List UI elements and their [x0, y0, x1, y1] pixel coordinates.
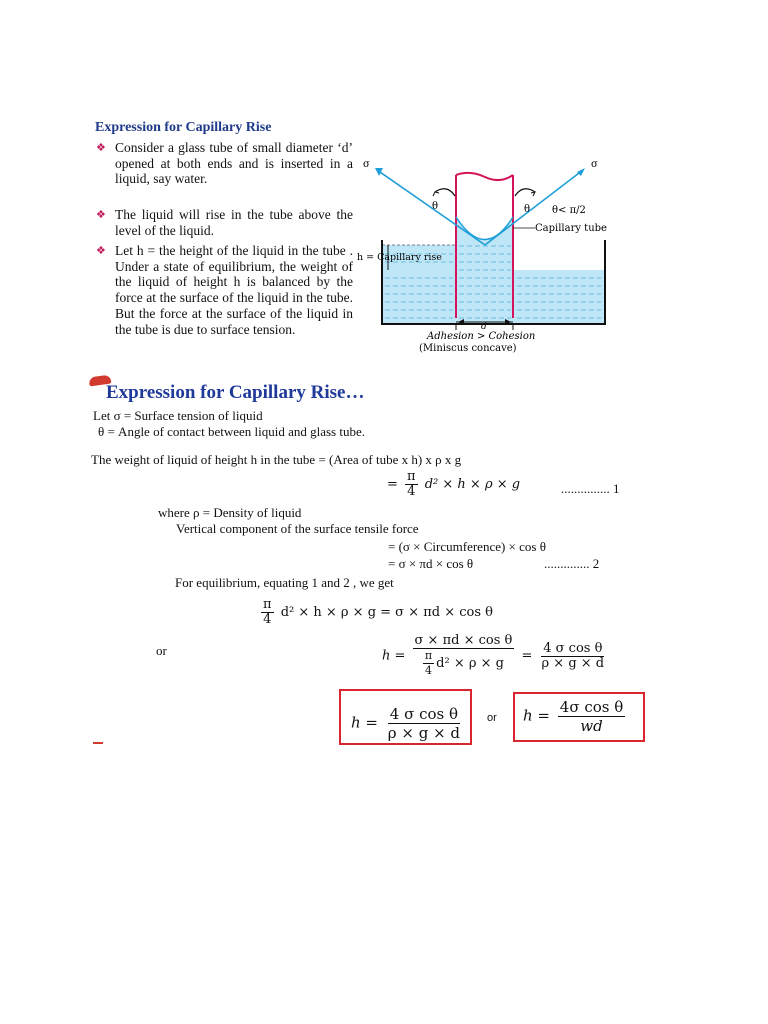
- sigma-definition: Let σ = Surface tension of liquid: [93, 408, 263, 423]
- arrowhead-right: [577, 168, 585, 176]
- equation-2a: = (σ × Circumference) × cos θ: [388, 539, 546, 554]
- capillary-tube-label: Capillary tube: [535, 223, 607, 234]
- diagram-caption-adhesion: Adhesion > Cohesion: [427, 331, 536, 342]
- result-box-right: h = $\frac{\text{4σ cos θ}}{wd}$: [513, 692, 645, 742]
- h-expression: h = σ × πd × cos θ $\frac{\pi}{4}$ d² × ρ × g = $\frac{\text{4 σ cos θ}}{\rho \times g \times d}$: [382, 633, 605, 677]
- arrowhead-left: [375, 168, 383, 176]
- sigma-left-label: σ: [363, 159, 370, 170]
- equation-2b: = σ × πd × cos θ: [388, 556, 474, 571]
- decorative-mark: [93, 742, 103, 744]
- diagram-caption-meniscus: (Miniscus concave): [419, 343, 517, 354]
- result-box-left: h = $\frac{\text{4 σ cos θ}}{\rho \times g \times d}$: [339, 689, 472, 745]
- equilibrium-statement: For equilibrium, equating 1 and 2 , we get: [175, 575, 394, 590]
- capillary-rise-label: h = Capillary rise: [357, 252, 442, 263]
- diamond-bullet-icon: ❖: [96, 209, 106, 221]
- diamond-bullet-icon: ❖: [96, 245, 106, 257]
- capillary-rise-diagram: [355, 150, 645, 365]
- or-label: or: [156, 643, 167, 658]
- section-title: Expression for Capillary Rise…: [106, 382, 365, 403]
- theta-right-label: θ: [524, 204, 531, 215]
- sigma-right-label: σ: [591, 159, 598, 170]
- diamond-bullet-icon: ❖: [96, 142, 106, 154]
- vertical-component-text: Vertical component of the surface tensile force: [176, 521, 419, 536]
- angle-condition-label: θ< π/2: [552, 205, 586, 216]
- theta-left-label: θ: [432, 201, 439, 212]
- equation-1: = $\frac{\pi}{4}$ d² × h × ρ × g: [387, 469, 521, 499]
- equation-2-label: .............. 2: [544, 556, 600, 571]
- theta-definition: θ = Angle of contact between liquid and glass tube.: [98, 424, 365, 439]
- diameter-label: d: [481, 322, 487, 332]
- force-ray-left: [377, 170, 485, 245]
- density-definition: where ρ = Density of liquid: [158, 505, 302, 520]
- equation-1-label: ............... 1: [561, 481, 620, 496]
- or-label-boxes: or: [487, 712, 497, 724]
- equation-3: $\frac{\pi}{4}$ d² × h × ρ × g = σ × πd × cos θ: [263, 597, 493, 627]
- section-title: Expression for Capillary Rise: [95, 120, 272, 135]
- weight-statement: The weight of liquid of height h in the tube = (Area of tube x h) x ρ x g: [91, 452, 462, 467]
